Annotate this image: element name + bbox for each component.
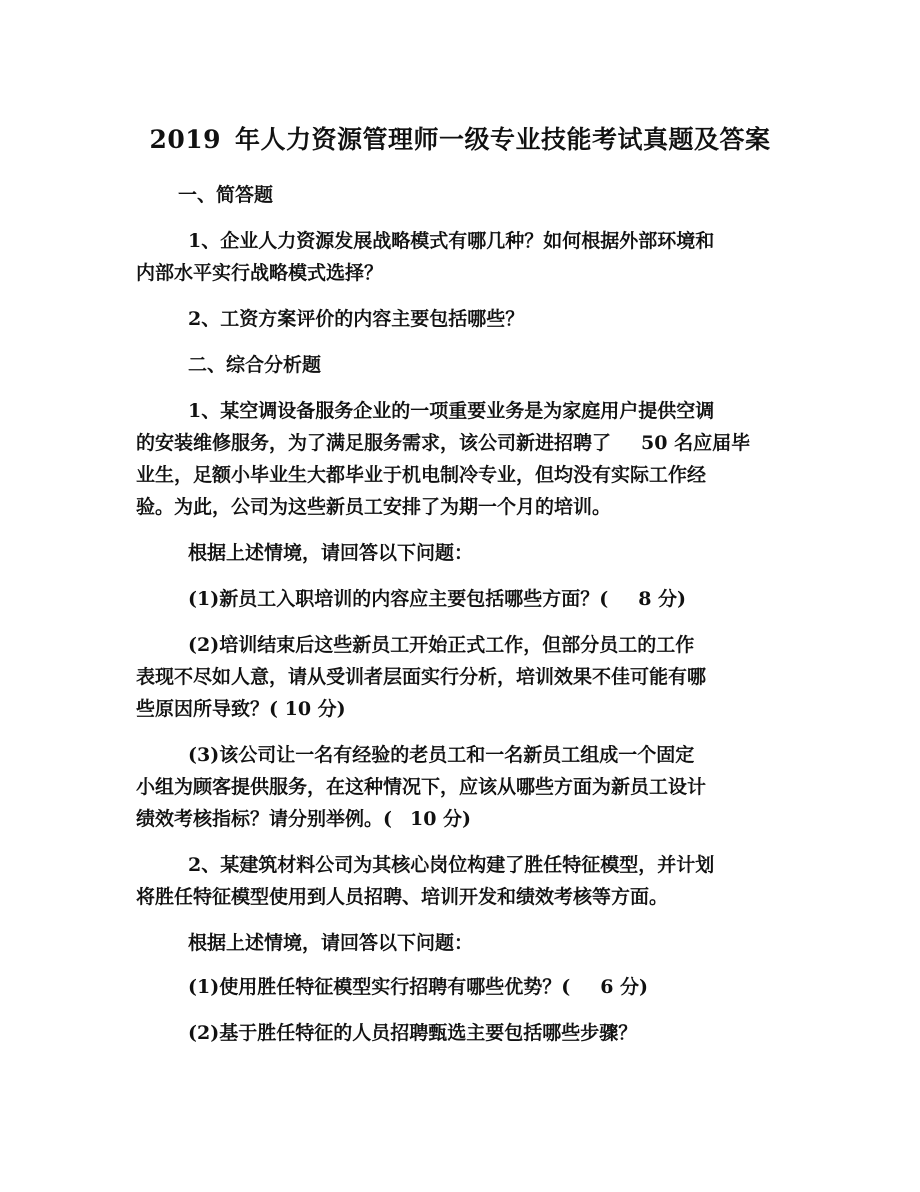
case-1-line-2 — [136, 426, 750, 460]
section-heading-case-analysis: 二、综合分析题 — [188, 354, 322, 376]
case-1-line-4: 验。为此，公司为这些新员工安排了为期一个月的培训。 — [136, 496, 612, 518]
case-1-question-3-line-3 — [136, 802, 471, 836]
question-1-line-1: 1、企业人力资源发展战略模式有哪几种？如何根据外部环境和 — [188, 230, 715, 252]
case-2-question-1 — [188, 970, 648, 1004]
case-1-question-1-score: 8 分) — [638, 588, 687, 610]
title-text: 年人力资源管理师一级专业技能考试真题及答案 — [235, 125, 771, 154]
case-1-question-3-score: 10 分) — [410, 808, 472, 830]
case-1-question-3-line-1: (3)该公司让一名有经验的老员工和一名新员工组成一个固定 — [188, 744, 695, 766]
case-1-line-2-number: 50 名应届毕 — [641, 432, 751, 454]
case-1-question-2-line-1: (2)培训结束后这些新员工开始正式工作，但部分员工的工作 — [188, 634, 695, 656]
case-2-line-1: 2、某建筑材料公司为其核心岗位构建了胜任特征模型，并计划 — [188, 854, 715, 876]
question-2: 2、工资方案评价的内容主要包括哪些？ — [188, 308, 525, 330]
case-1-line-1: 1、某空调设备服务企业的一项重要业务是为家庭用户提供空调 — [188, 400, 715, 422]
case-2-question-1-text: (1)使用胜任特征模型实行招聘有哪些优势？( — [188, 976, 571, 998]
case-2-question-2: (2)基于胜任特征的人员招聘甄选主要包括哪些步骤？ — [188, 1022, 638, 1044]
page-title — [0, 118, 920, 162]
case-1-question-3-line-3-text: 绩效考核指标？请分别举例。( — [136, 808, 392, 830]
case-1-question-3-line-2: 小组为顾客提供服务，在这种情况下，应该从哪些方面为新员工设计 — [136, 776, 707, 798]
case-2-line-2: 将胜任特征模型使用到人员招聘、培训开发和绩效考核等方面。 — [136, 886, 669, 908]
case-1-line-2-text: 的安装维修服务，为了满足服务需求，该公司新进招聘了 — [136, 432, 612, 454]
case-2-prompt: 根据上述情境，请回答以下问题： — [188, 932, 474, 954]
title-year: 2019 — [149, 125, 222, 154]
case-1-question-2-line-3: 些原因所导致？( 10 分) — [136, 698, 346, 720]
case-1-line-3: 业生，足额小毕业生大都毕业于机电制冷专业，但均没有实际工作经 — [136, 464, 707, 486]
section-heading-short-answer: 一、简答题 — [178, 184, 274, 206]
case-2-question-1-score: 6 分) — [600, 976, 649, 998]
case-1-prompt: 根据上述情境，请回答以下问题： — [188, 542, 474, 564]
case-1-question-1-text: (1)新员工入职培训的内容应主要包括哪些方面？( — [188, 588, 609, 610]
case-1-question-2-line-2: 表现不尽如人意，请从受训者层面实行分析，培训效果不佳可能有哪 — [136, 666, 707, 688]
case-1-question-1 — [188, 582, 686, 616]
question-1-line-2: 内部水平实行战略模式选择？ — [136, 262, 384, 284]
